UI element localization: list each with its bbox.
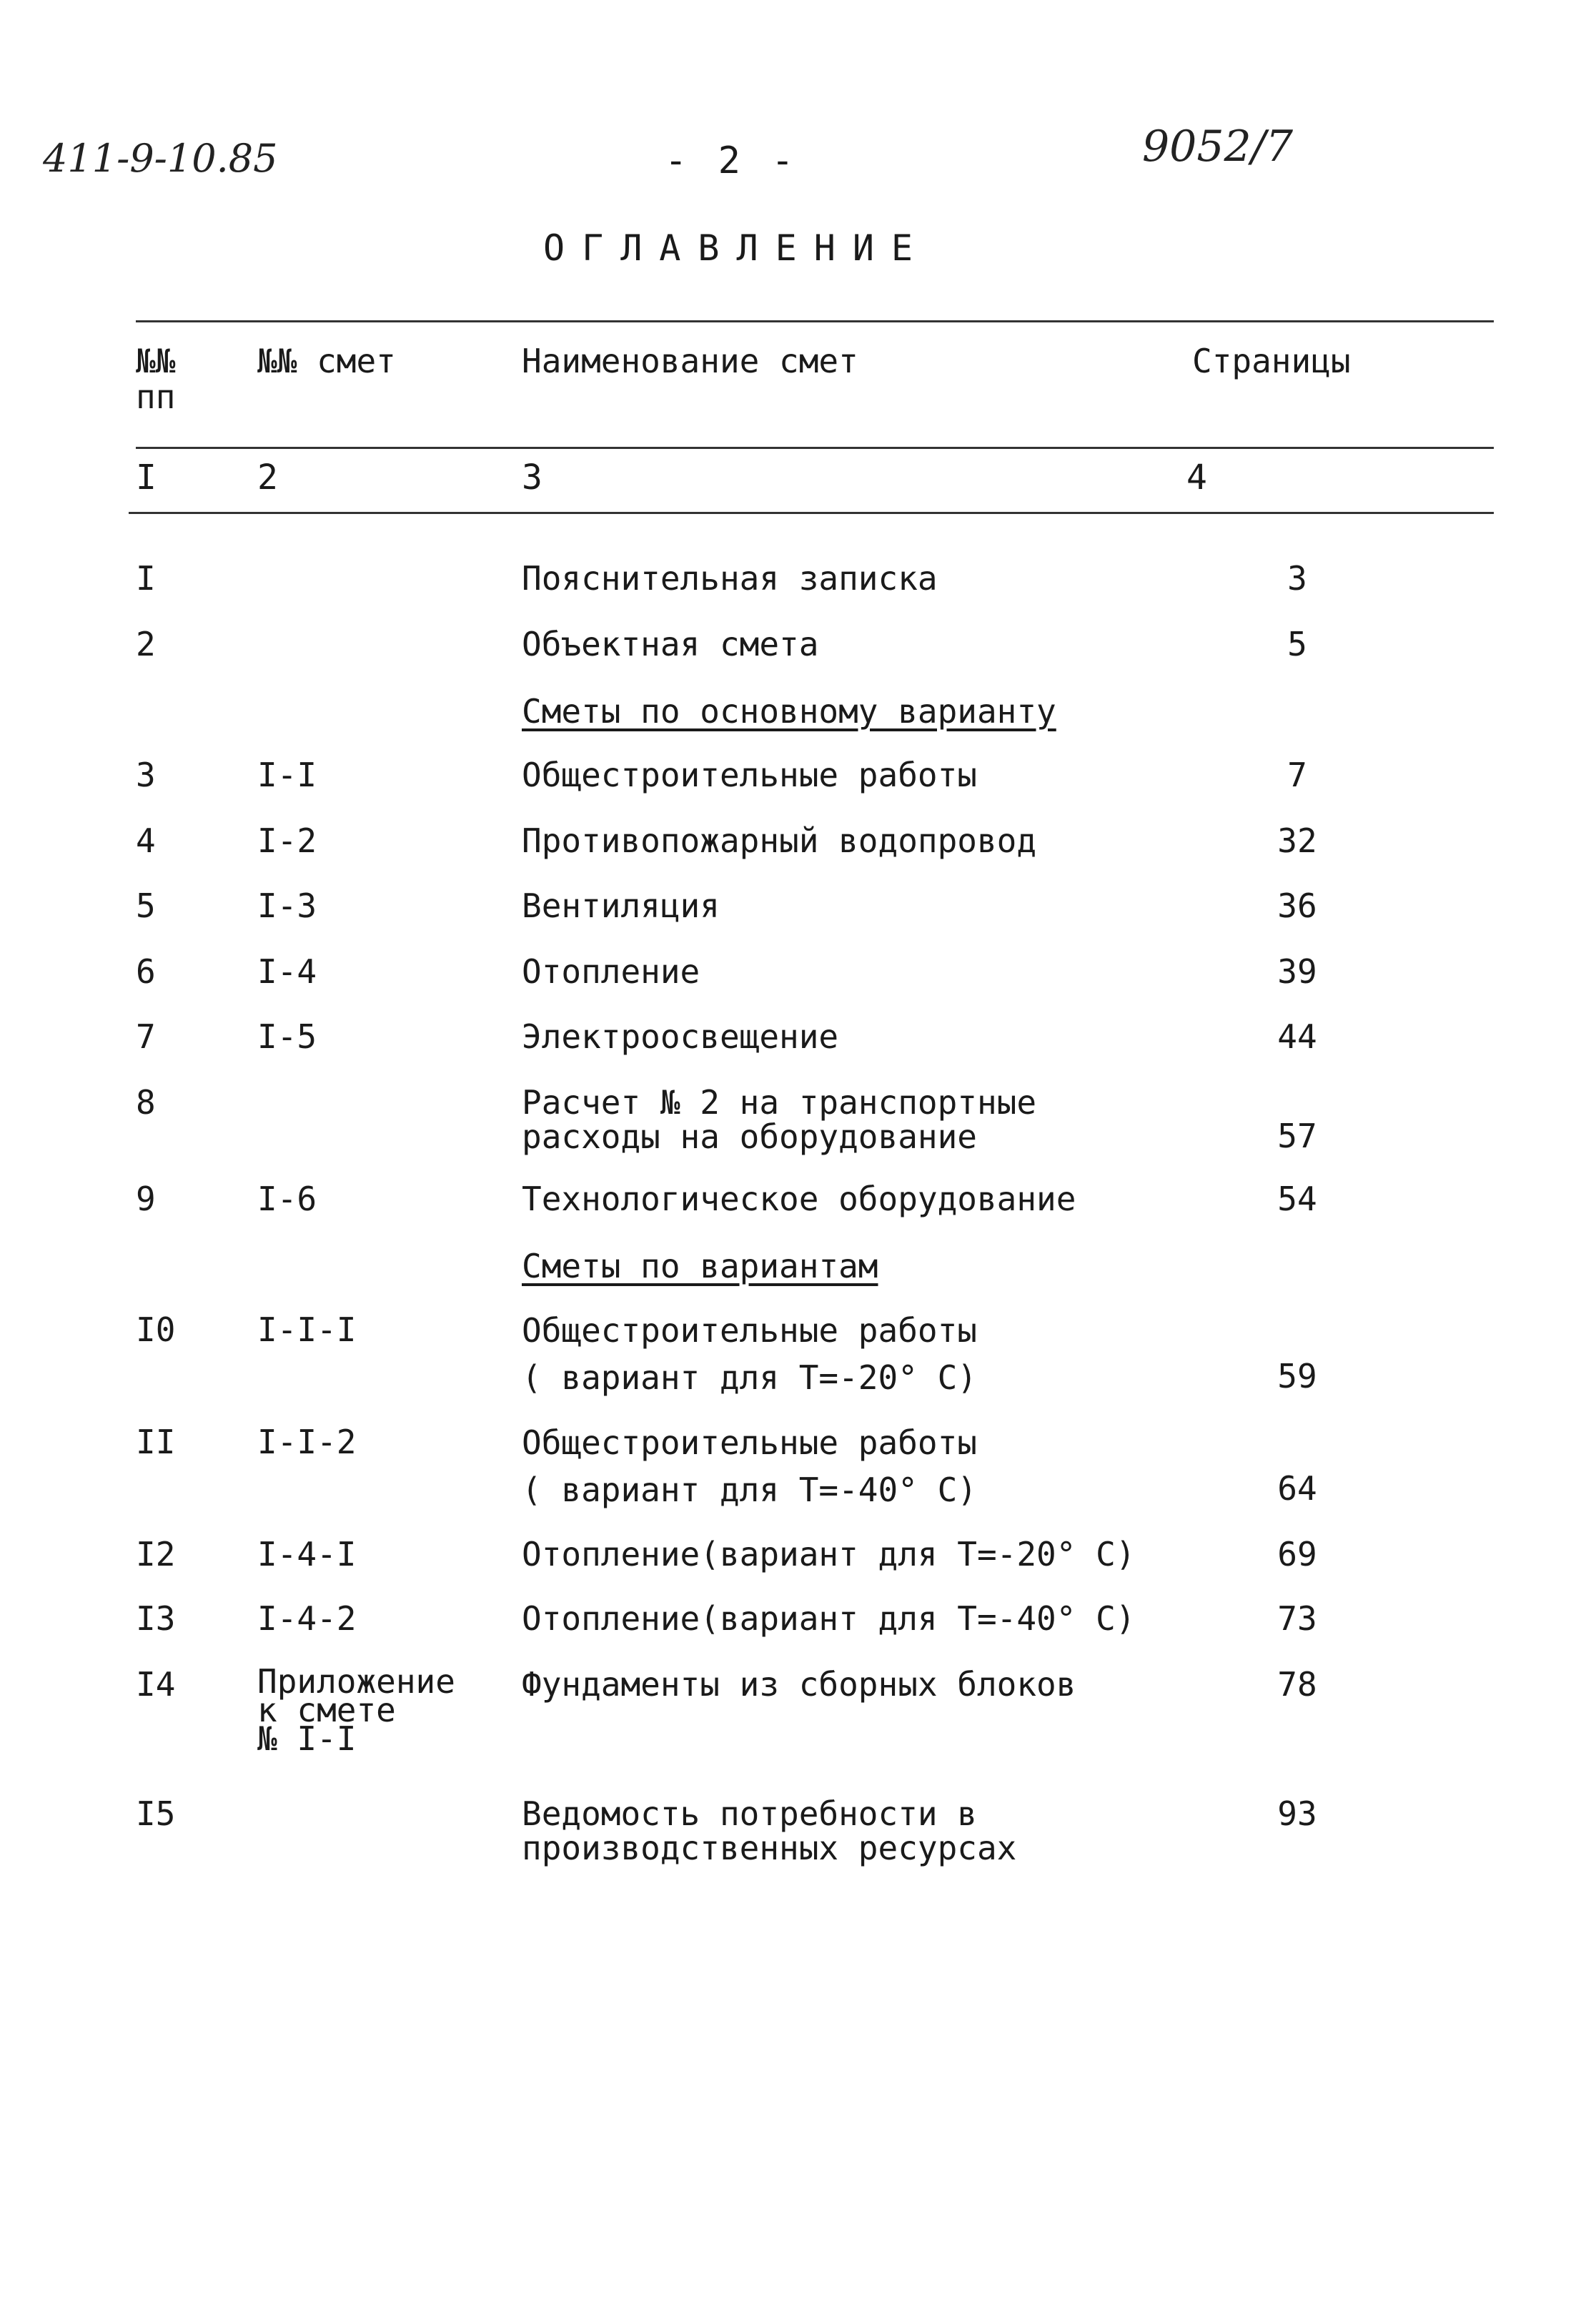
page-reference: 73 xyxy=(1277,1599,1317,1638)
column-number-4: 4 xyxy=(1186,458,1207,498)
page-reference: 44 xyxy=(1277,1017,1317,1056)
estimate-code: I-4-I xyxy=(257,1535,357,1573)
estimate-name: Фундаменты из сборных блоков xyxy=(522,1665,1076,1704)
row-number: 8 xyxy=(136,1083,156,1122)
row-number: I xyxy=(136,559,156,598)
row-number: 3 xyxy=(136,756,156,794)
column-number-3: 3 xyxy=(522,458,542,498)
row-number: I5 xyxy=(136,1794,176,1833)
estimate-name: Общестроительные работы ( вариант для T=-20° С) xyxy=(522,1311,977,1397)
row-number: I2 xyxy=(136,1535,176,1573)
page-reference: 7 xyxy=(1287,756,1307,794)
page-reference: 64 xyxy=(1277,1469,1317,1508)
row-number: I3 xyxy=(136,1599,176,1638)
section-heading: Сметы по основному варианту xyxy=(522,692,1056,731)
page-reference: 32 xyxy=(1277,821,1317,860)
page-reference: 39 xyxy=(1277,952,1317,991)
page-reference: 93 xyxy=(1277,1794,1317,1833)
page-reference: 78 xyxy=(1277,1665,1317,1704)
estimate-name: Расчет № 2 на транспортные расходы на оборудование xyxy=(522,1083,1037,1156)
row-number: I4 xyxy=(136,1665,176,1704)
estimate-code: I-2 xyxy=(257,821,317,860)
estimate-name: Вентиляция xyxy=(522,886,720,925)
row-number: 9 xyxy=(136,1180,156,1218)
estimate-code: I-3 xyxy=(257,886,317,925)
page-reference: 5 xyxy=(1287,625,1307,663)
page-reference: 36 xyxy=(1277,886,1317,925)
row-number: 2 xyxy=(136,625,156,663)
estimate-code: Приложение к смете № I-I xyxy=(257,1662,455,1758)
estimate-name: Объектная смета xyxy=(522,625,819,663)
page-reference: 54 xyxy=(1277,1180,1317,1218)
row-number: 4 xyxy=(136,821,156,860)
estimate-code: I-5 xyxy=(257,1017,317,1056)
estimate-code: I-I xyxy=(257,756,317,794)
page-reference: 69 xyxy=(1277,1535,1317,1573)
row-number: I0 xyxy=(136,1310,176,1349)
page-title: ОГЛАВЛЕНИЕ xyxy=(543,227,931,269)
table-body-rule xyxy=(129,512,1494,514)
estimate-name: Электроосвещение xyxy=(522,1017,839,1056)
page-reference: 3 xyxy=(1287,559,1307,598)
section-heading: Сметы по вариантам xyxy=(522,1247,878,1285)
estimate-code: I-I-I xyxy=(257,1310,357,1349)
estimate-code: I-4-2 xyxy=(257,1599,357,1638)
page-reference: 57 xyxy=(1277,1117,1317,1155)
estimate-code: I-4 xyxy=(257,952,317,991)
estimate-name: Отопление(вариант для T=-20° С) xyxy=(522,1535,1136,1573)
estimate-name: Отопление xyxy=(522,952,700,991)
row-number: 6 xyxy=(136,952,156,991)
table-top-rule xyxy=(136,320,1494,322)
estimate-name: Общестроительные работы ( вариант для T=-40° С) xyxy=(522,1423,977,1509)
estimate-name: Пояснительная записка xyxy=(522,559,938,598)
header-col-estimate-name: Наименование смет xyxy=(522,342,858,380)
estimate-name: Ведомость потребности в производственных ресурсах xyxy=(522,1794,1017,1867)
row-number: 5 xyxy=(136,886,156,925)
column-number-1: I xyxy=(136,458,157,498)
column-number-2: 2 xyxy=(257,458,278,498)
page-reference: 59 xyxy=(1277,1357,1317,1395)
estimate-name: Технологическое оборудование xyxy=(522,1180,1076,1218)
row-number: 7 xyxy=(136,1017,156,1056)
page-number: - 2 - xyxy=(665,139,798,182)
estimate-name: Противопожарный водопровод xyxy=(522,821,1037,860)
estimate-name: Общестроительные работы xyxy=(522,756,977,794)
document-code: 411-9-10.85 xyxy=(43,136,278,181)
header-col-estimate-code: №№ смет xyxy=(257,342,396,380)
table-header-rule xyxy=(136,447,1494,449)
estimate-name: Отопление(вариант для T=-40° С) xyxy=(522,1599,1136,1638)
estimate-code: I-6 xyxy=(257,1180,317,1218)
reference-number: 9052/7 xyxy=(1142,122,1294,172)
row-number: II xyxy=(136,1423,176,1461)
header-col-pages: Страницы xyxy=(1192,342,1351,380)
header-col-number: №№ пп xyxy=(136,342,176,416)
estimate-code: I-I-2 xyxy=(257,1423,357,1461)
